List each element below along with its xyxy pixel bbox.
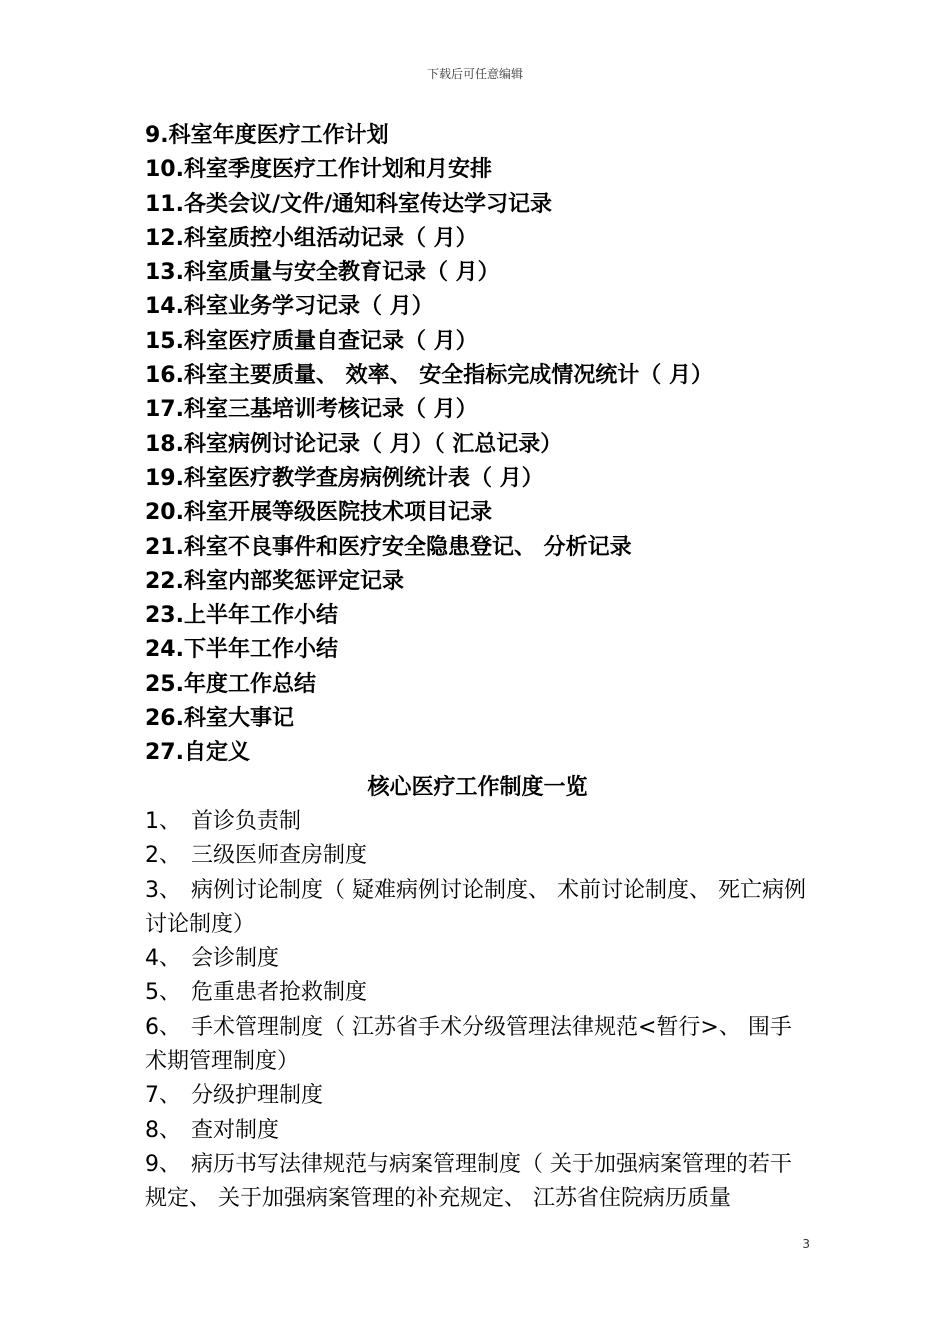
list-item: 22.科室内部奖惩评定记录 [145, 568, 404, 594]
regulation-number: 7、 [145, 1083, 181, 1109]
regulation-item [145, 976, 810, 1010]
regulation-text: 查对制度 [191, 1117, 280, 1143]
regulation-item [145, 874, 810, 943]
list-item: 25.年度工作总结 [145, 671, 316, 697]
list-item: 27.自定义 [145, 740, 250, 766]
page-number: 3 [802, 1237, 810, 1251]
list-item: 16.科室主要质量、 效率、 安全指标完成情况统计（ 月） [145, 363, 713, 389]
list-item: 17.科室三基培训考核记录（ 月） [145, 397, 478, 423]
regulation-item [145, 942, 810, 976]
list-item: 12.科室质控小组活动记录（ 月） [145, 225, 478, 251]
list-item: 13.科室质量与安全教育记录（ 月） [145, 260, 500, 286]
regulation-item [145, 805, 810, 839]
regulation-text: 病历书写法律规范与病案管理制度（ 关于加强病案管理的若干规定、 关于加强病案管理的补充规定、 江苏省住院病历质量 [145, 1151, 792, 1212]
document-body [145, 119, 810, 1217]
regulation-number: 9、 [145, 1151, 181, 1177]
regulation-item [145, 1114, 810, 1148]
list-item: 10.科室季度医疗工作计划和月安排 [145, 157, 492, 183]
regulation-number: 2、 [145, 843, 181, 869]
regulation-number: 4、 [145, 946, 181, 972]
list-item: 23.上半年工作小结 [145, 603, 338, 629]
section-title: 核心医疗工作制度一览 [367, 774, 588, 800]
regulation-text: 危重患者抢救制度 [191, 980, 368, 1006]
record-list [145, 119, 810, 771]
list-item: 14.科室业务学习记录（ 月） [145, 294, 434, 320]
regulation-item [145, 1011, 810, 1080]
list-item: 20.科室开展等级医院技术项目记录 [145, 500, 492, 526]
list-item: 24.下半年工作小结 [145, 637, 338, 663]
regulation-item [145, 839, 810, 873]
regulation-number: 1、 [145, 808, 181, 834]
list-item: 9.科室年度医疗工作计划 [145, 123, 389, 148]
regulation-text: 分级护理制度 [191, 1083, 324, 1109]
regulation-text: 首诊负责制 [191, 808, 302, 834]
list-item: 26.科室大事记 [145, 706, 294, 732]
regulation-number: 6、 [145, 1014, 181, 1040]
regulation-list [145, 805, 810, 1217]
regulation-number: 5、 [145, 980, 181, 1006]
regulation-text: 三级医师查房制度 [191, 843, 368, 869]
regulation-number: 3、 [145, 877, 181, 903]
regulation-number: 8、 [145, 1117, 181, 1143]
regulation-text: 手术管理制度（ 江苏省手术分级管理法律规范<暂行>、 围手术期管理制度） [145, 1014, 792, 1075]
list-item: 11.各类会议/文件/通知科室传达学习记录 [145, 191, 553, 217]
regulation-text: 会诊制度 [191, 946, 280, 972]
list-item: 19.科室医疗教学查房病例统计表（ 月） [145, 465, 544, 491]
list-item: 15.科室医疗质量自查记录（ 月） [145, 328, 478, 354]
page-header-note: 下载后可任意编辑 [426, 67, 523, 81]
regulation-text: 病例讨论制度（ 疑难病例讨论制度、 术前讨论制度、 死亡病例讨论制度） [145, 877, 806, 937]
list-item: 21.科室不良事件和医疗安全隐患登记、 分析记录 [145, 534, 632, 560]
regulation-item [145, 1079, 810, 1113]
list-item: 18.科室病例讨论记录（ 月）（ 汇总记录） [145, 431, 563, 457]
regulation-item [145, 1148, 810, 1217]
